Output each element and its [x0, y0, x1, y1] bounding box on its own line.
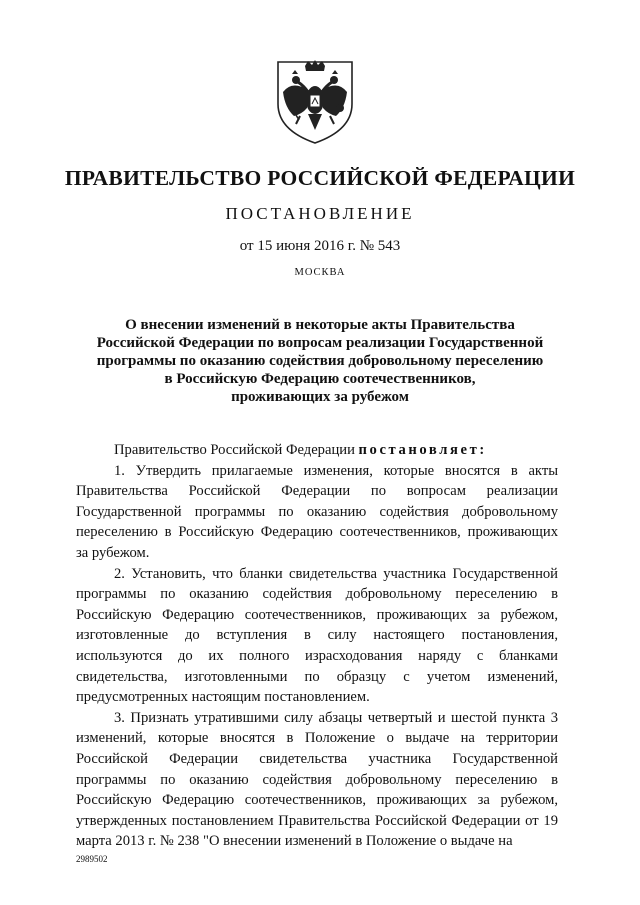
preamble — [76, 440, 558, 461]
document-type: ПОСТАНОВЛЕНИЕ — [225, 204, 415, 223]
paragraph-3: 3. Признать утратившими силу абзацы четвертый и шестой пункта 3 изменений, которые вносятся в Положение о выдаче на территории Российской Федерации свидетельства участника Государственной программы по оказанию содействия добровольному переселению в Российскую Федерацию соотечественников, проживающих за рубежом, утвержденных постановлением Правительства Российской Федерации от 19 марта 2013 г. № 238 "О внесении изменений в Положение о выдаче на — [76, 709, 558, 850]
document-title — [60, 316, 580, 406]
preamble-lead: Правительство Российской Федерации — [114, 442, 359, 458]
date-and-number: от 15 июня 2016 г. № 543 — [239, 238, 401, 254]
preamble-verb: постановляет: — [358, 442, 487, 458]
title-line: в Российскую Федерацию соотечественников, — [164, 371, 476, 387]
title-line: Российской Федерации по вопросам реализации Государственной — [96, 335, 544, 351]
russian-coat-of-arms-icon — [272, 58, 358, 146]
paragraph-1: 1. Утвердить прилагаемые изменения, которые вносятся в акты Правительства Российской Федерации по вопросам реализации Государственной программы по оказанию содействия добровольному переселению в Российскую Федерацию соотечественников, проживающих за рубежом. — [76, 462, 558, 561]
document-id: 2989502 — [76, 854, 108, 864]
title-line: программы по оказанию содействия добровольному переселению — [96, 353, 544, 369]
document-body — [76, 440, 558, 852]
title-line: О внесении изменений в некоторые акты Правительства — [125, 317, 515, 333]
issuing-authority: ПРАВИТЕЛЬСТВО РОССИЙСКОЙ ФЕДЕРАЦИИ — [64, 166, 576, 190]
city: МОСКВА — [294, 267, 346, 278]
title-line: проживающих за рубежом — [231, 389, 409, 405]
paragraph-2: 2. Установить, что бланки свидетельства участника Государственной программы по оказанию содействия добровольному переселению в Российскую Федерацию соотечественников, проживающих за рубежом, изготовленные до вступления в силу настоящего постановления, используются до их полного израсходования наряду с бланками свидетельства, изготовленными по образцу с учетом изменений, предусмотренных настоящим постановлением. — [76, 565, 558, 706]
